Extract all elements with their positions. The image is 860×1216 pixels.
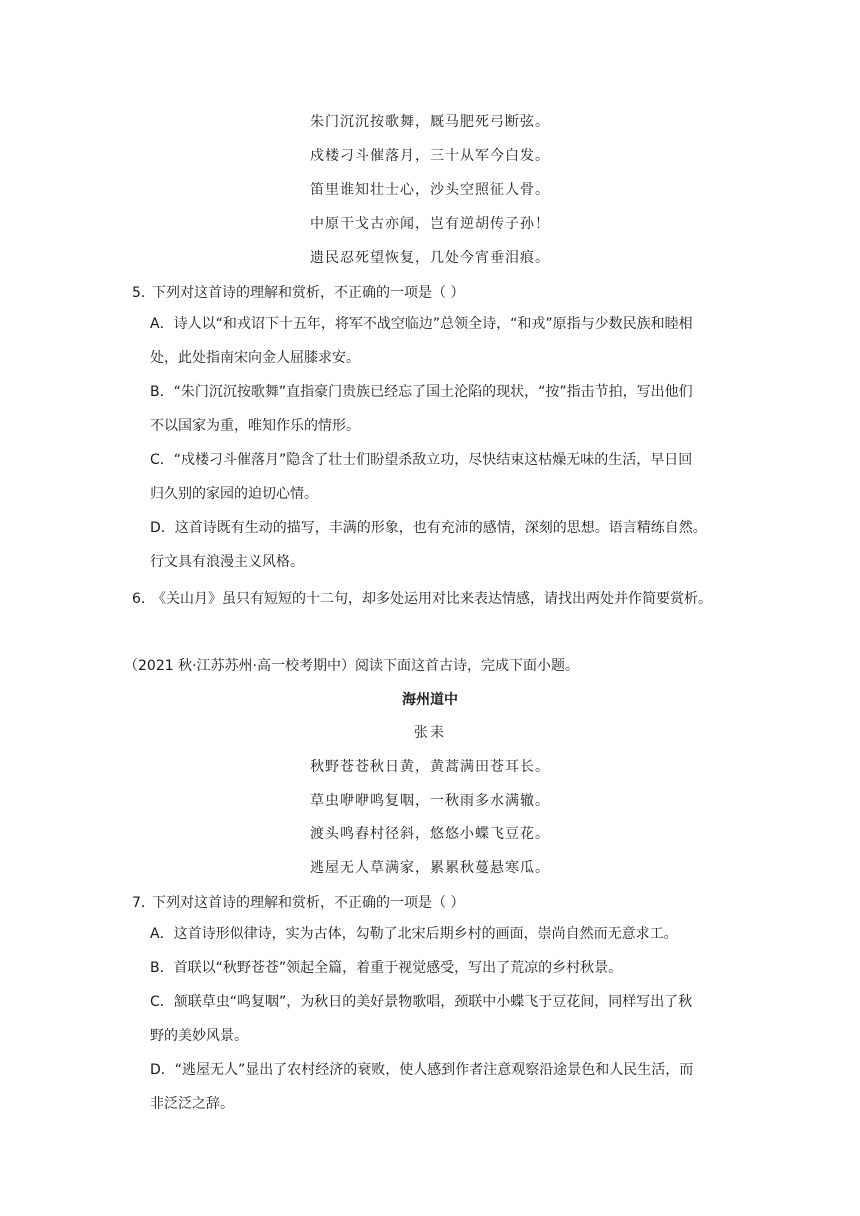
option-a: [150, 307, 740, 375]
poem-line: 草虫咿咿鸣复咽，一秋雨多水满辙。: [310, 793, 550, 809]
poem-line: 戍楼刁斗催落月，三十从军今白发。: [310, 148, 550, 164]
option-text: 行文具有浪漫主义风格。: [150, 554, 304, 570]
option-d: [150, 511, 740, 579]
option-text: D．这首诗既有生动的描写，丰满的形象，也有充沛的感情，深刻的思想。语言精练自然。: [150, 520, 707, 536]
poem-line: 朱门沉沉按歌舞，厩马肥死弓断弦。: [310, 114, 550, 130]
option-text: 归久别的家园的迫切心情。: [150, 486, 318, 502]
option-text: A．这首诗形似律诗，实为古体，勾勒了北宋后期乡村的画面，崇尚自然而无意求工。: [150, 926, 678, 942]
poem-line: 渡头鸣舂村径斜，悠悠小蝶飞豆花。: [310, 826, 550, 842]
poem-line: 笛里谁知壮士心，沙头空照征人骨。: [310, 182, 550, 198]
poem-title: 海州道中: [402, 692, 458, 708]
option-c: [150, 985, 740, 1053]
question-5: [132, 282, 732, 302]
option-text: 野的美妙风景。: [150, 1028, 248, 1044]
option-c: [150, 443, 740, 511]
question-6: [132, 588, 752, 608]
option-text: 处，此处指南宋向金人屈膝求安。: [150, 350, 360, 366]
section-intro: （2021 秋·江苏苏州·高一校考期中）阅读下面这首古诗，完成下面小题。: [124, 658, 579, 674]
option-d: [150, 1053, 740, 1121]
option-text: 不以国家为重，唯知作乐的情形。: [150, 418, 360, 434]
option-text: C．颔联草虫“鸣复咽”，为秋日的美好景物歌唱，颈联中小蝶飞于豆花间，同样写出了秋: [150, 994, 693, 1010]
poem-line: 秋野苍苍秋日黄，黄蒿满田苍耳长。: [310, 759, 550, 775]
option-text: D．“逃屋无人”显出了农村经济的衰败，使人感到作者注意观察沿途景色和人民生活，而: [150, 1062, 694, 1078]
option-a: [150, 917, 740, 951]
question-number: 7．: [132, 895, 155, 911]
question-stem: 下列对这首诗的理解和赏析，不正确的一项是（ ）: [152, 285, 465, 301]
question-stem: 《关山月》虽只有短短的十二句，却多处运用对比来表达情感，请找出两处并作简要赏析。: [152, 591, 712, 607]
option-text: B．首联以“秋野苍苍”领起全篇，着重于视觉感受，写出了荒凉的乡村秋景。: [150, 960, 623, 976]
option-text: A．诗人以“和戎诏下十五年，将军不战空临边”总领全诗，“和戎”原指与少数民族和睦相: [150, 316, 693, 332]
option-text: 非泛泛之辞。: [150, 1096, 234, 1112]
poem-author: 张耒: [414, 725, 446, 741]
question-7: [132, 892, 732, 912]
poem-line: 遗民忍死望恢复，几处今宵垂泪痕。: [310, 250, 550, 266]
option-text: C．“戍楼刁斗催落月”隐含了壮士们盼望杀敌立功，尽快结束这枯燥无味的生活，早日回: [150, 452, 693, 468]
question-number: 6．: [132, 591, 155, 607]
poem-line: 中原干戈古亦闻，岂有逆胡传子孙！: [310, 216, 550, 232]
question-stem: 下列对这首诗的理解和赏析，不正确的一项是（ ）: [152, 895, 465, 911]
option-text: B．“朱门沉沉按歌舞”直指豪门贵族已经忘了国土沦陷的现状，“按”指击节拍，写出他们: [150, 384, 693, 400]
poem-line: 逃屋无人草满家，累累秋蔓悬寒瓜。: [310, 860, 550, 876]
question-number: 5．: [132, 285, 155, 301]
option-b: [150, 951, 740, 985]
option-b: [150, 375, 740, 443]
